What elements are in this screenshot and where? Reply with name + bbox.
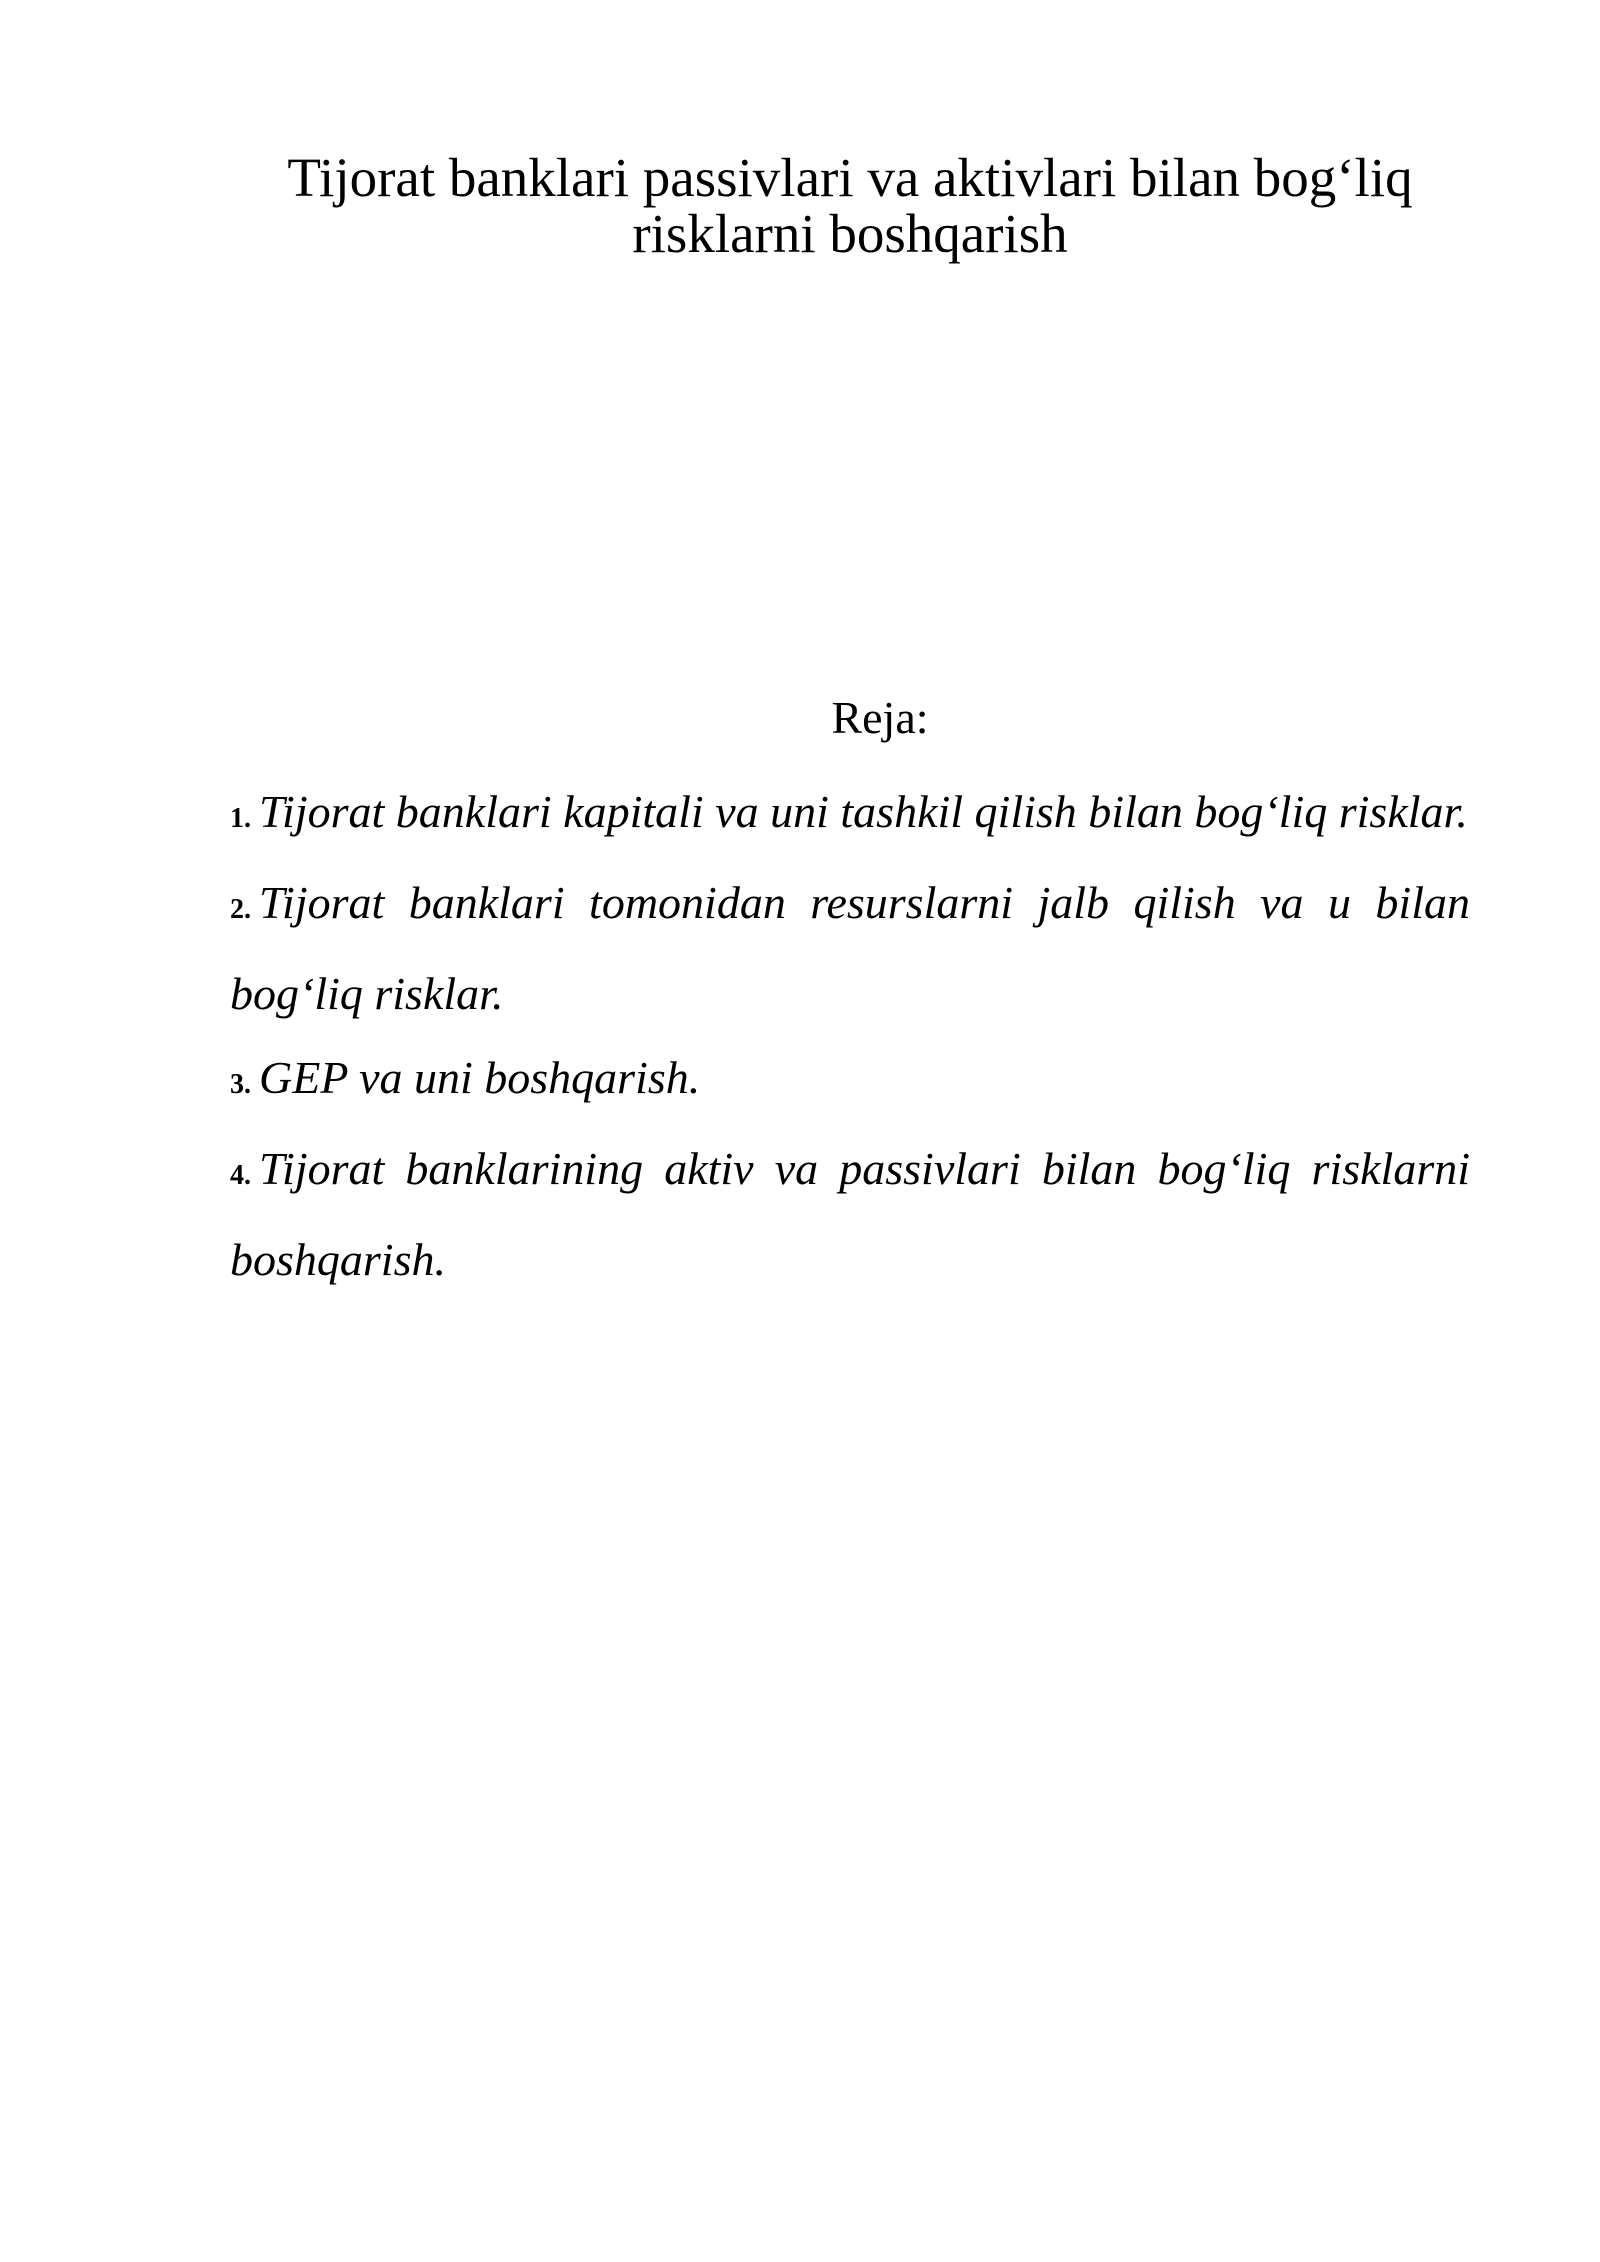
plan-item-2 bbox=[230, 861, 1470, 1036]
plan-item-text: Tijorat banklari kapitali va uni tashkil qilish bilan bog‘liq risklar. bbox=[259, 786, 1468, 837]
plan-heading: Reja: bbox=[831, 692, 929, 743]
plan-item-number: 1. bbox=[230, 803, 251, 834]
plan-item-number: 3. bbox=[230, 1069, 251, 1100]
plan-item-text: GEP va uni boshqarish. bbox=[259, 1052, 701, 1103]
plan-item-number: 2. bbox=[230, 894, 251, 925]
plan-item-number: 4. bbox=[230, 1160, 251, 1191]
document-title: Tijorat banklari passivlari va aktivlari bilan bog‘liq risklarni boshqarish bbox=[287, 147, 1413, 264]
plan-list bbox=[230, 770, 1470, 1302]
plan-item-text: Tijorat banklarining aktiv va passivlari bilan bog‘liq risklarni boshqarish. bbox=[230, 1143, 1470, 1285]
plan-item-1 bbox=[230, 770, 1470, 861]
plan-item-4 bbox=[230, 1127, 1470, 1302]
plan-item-text: Tijorat banklari tomonidan resurslarni jalb qilish va u bilan bog‘liq risklar. bbox=[230, 877, 1470, 1019]
plan-item-3 bbox=[230, 1036, 1470, 1127]
